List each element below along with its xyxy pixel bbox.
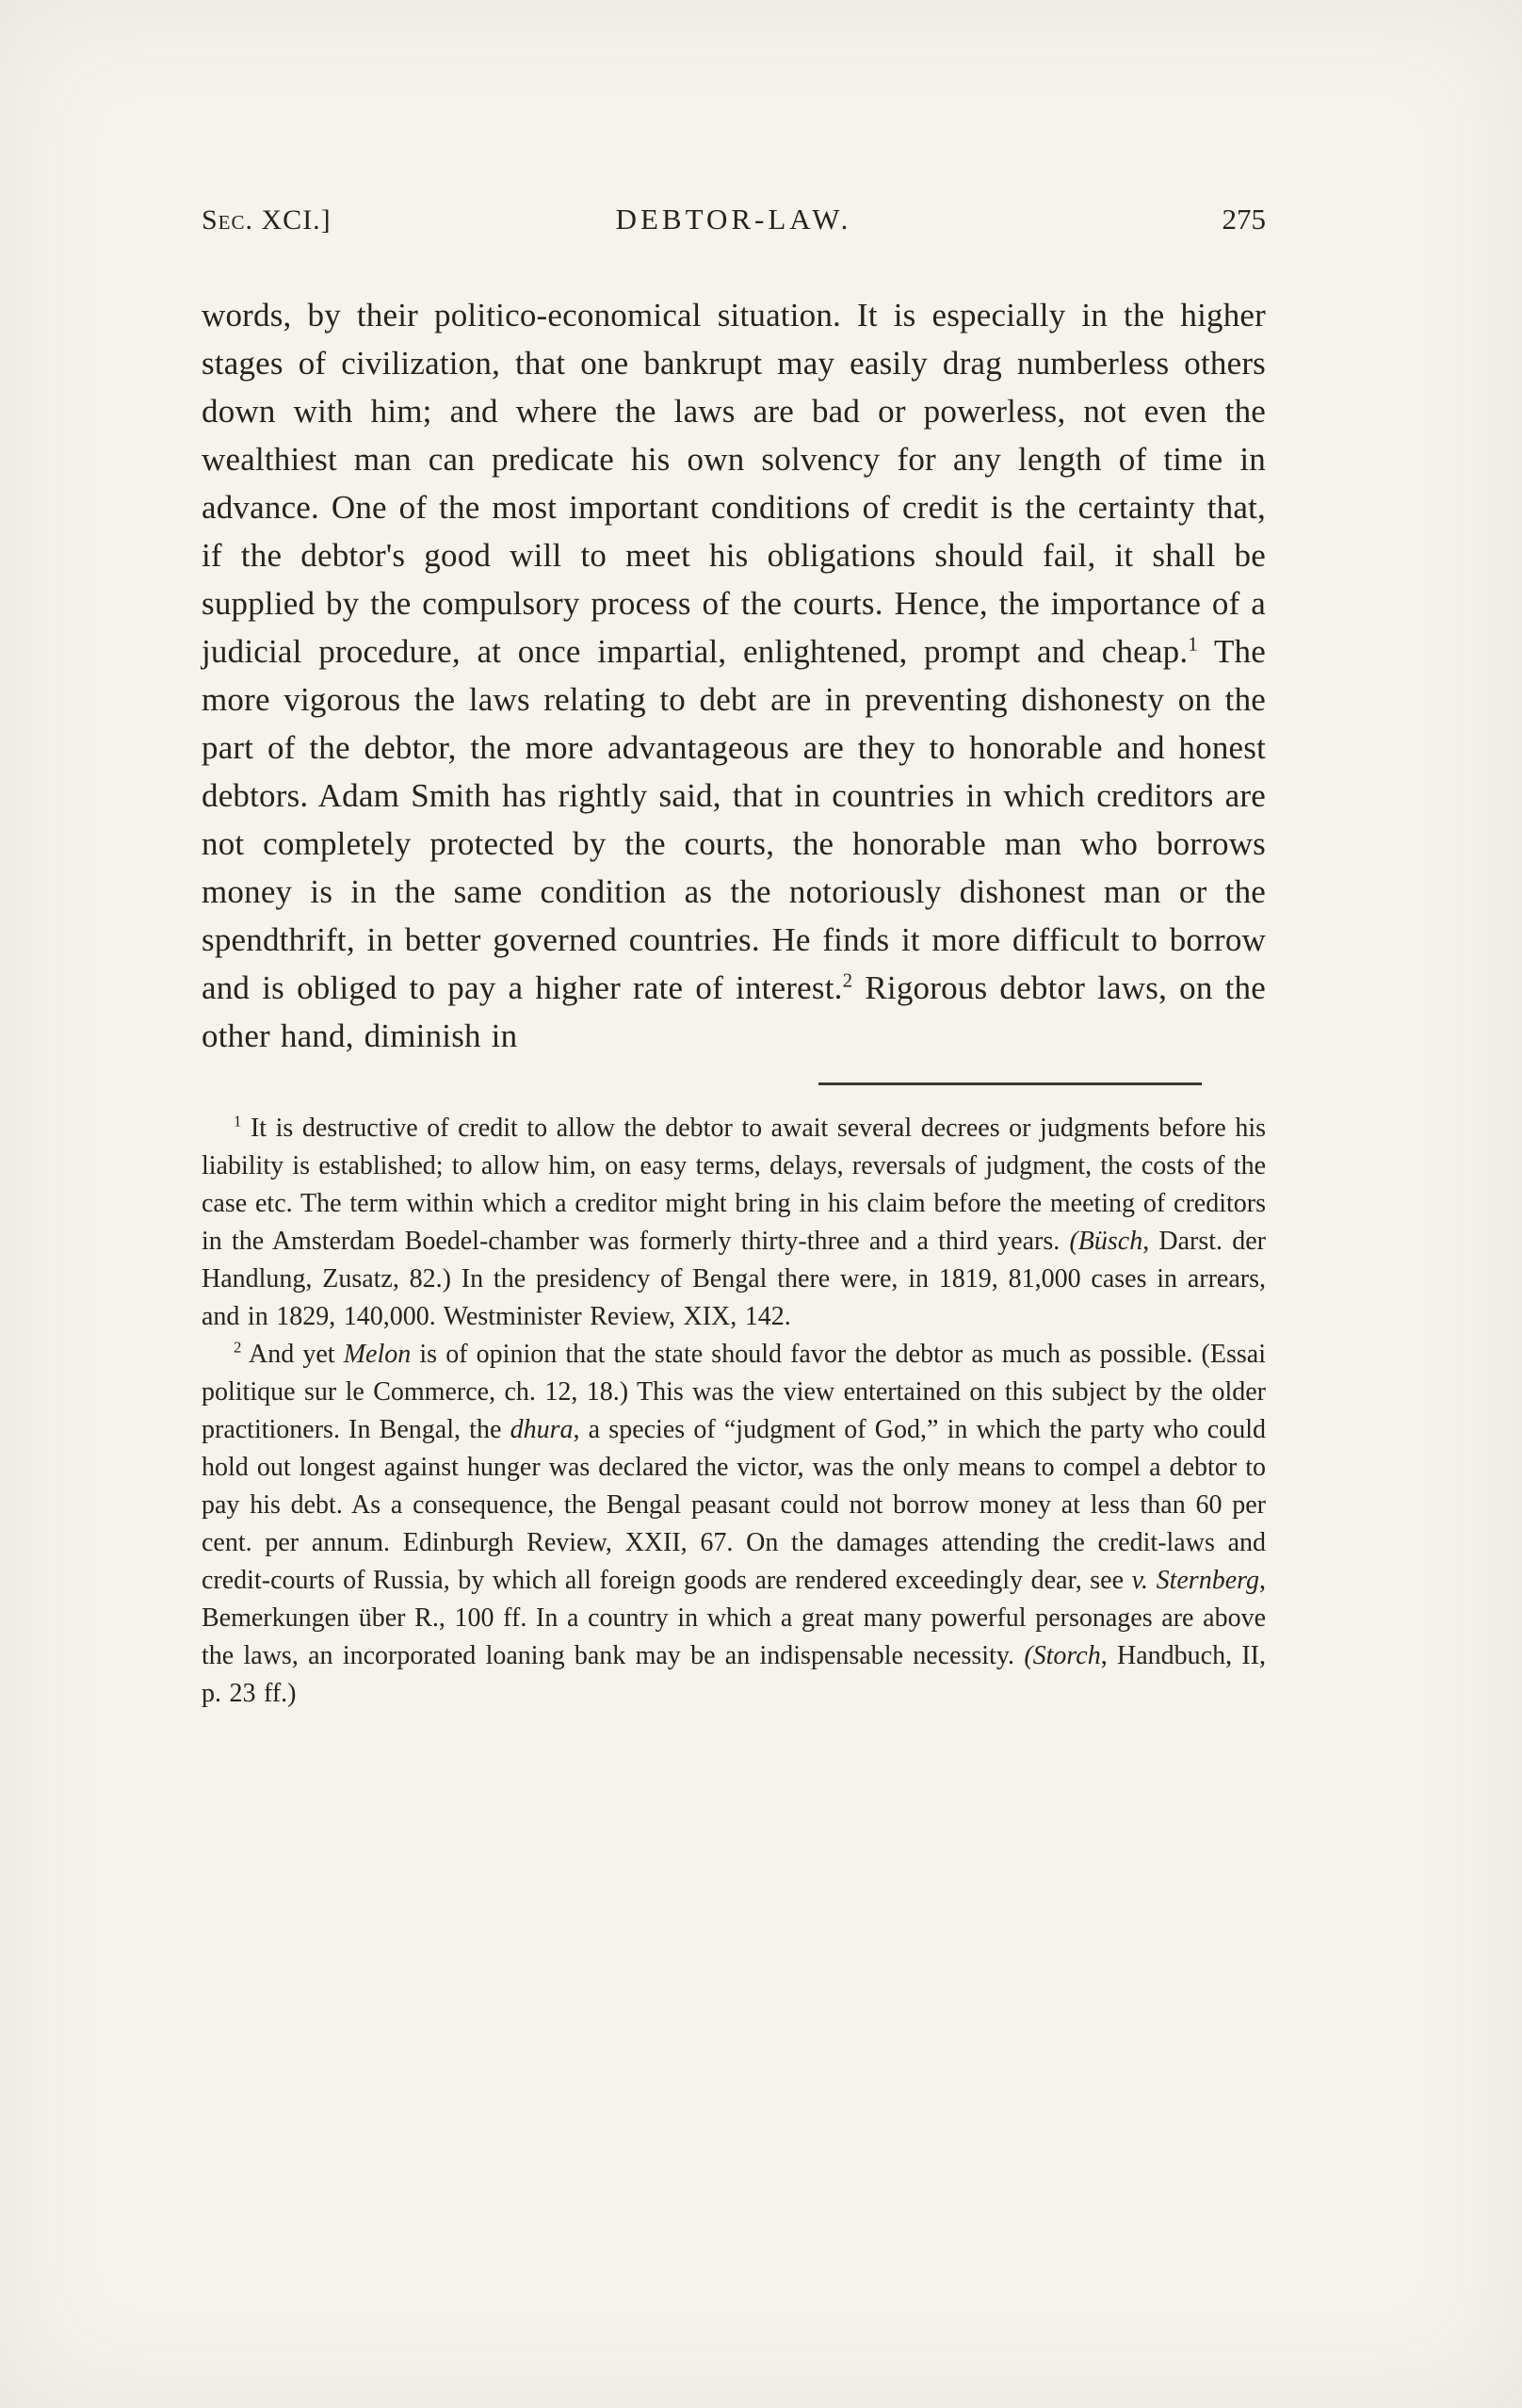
footnotes-section — [202, 1110, 1266, 1713]
footnote-1: $^1$ It is destructive of credit to allow the debtor to await several decrees or judgments before his liability is established; to allow him, on easy terms, delays, reversals of judgment, the costs of the case etc. The term within which a creditor might bring in his claim before the meeting of creditors in the Amsterdam Boedel-chamber was formerly thirty-three and a third years. (Büsch, Darst. der Handlung, Zusatz, 82.) In the presidency of Bengal there were, in 1819, 81,000 cases in arrears, and in 1829, 140,000. Westminister Review, XIX, 142. — [202, 1112, 1266, 1331]
page-header — [202, 203, 1266, 236]
page-number: 275 — [1222, 203, 1266, 236]
footnote-separator — [818, 1082, 1202, 1085]
running-title: DEBTOR-LAW. — [615, 203, 852, 236]
body-paragraph: words, by their politico-economical situation. It is especially in the higher stages of civilization, that one bankrupt may easily drag numberless others down with him; and where the laws are bad or powerless, not even the wealthiest man can predicate his own solvency for any length of time in advance. One of the most important conditions of credit is the certainty that, if the debtor's good will to meet his obligations should fail, it shall be supplied by the compulsory process of the courts. Hence, the importance of a judicial procedure, at once impartial, enlightened, prompt and cheap.$^1$ The more vigorous the laws relating to debt are in preventing dishonesty on the part of the debtor, the more advantageous are they to honorable and honest debtors. Adam Smith has rightly said, that in countries in which creditors are not completely protected by the courts, the honorable man who borrows money is in the same condition as the notoriously dishonest man or the spendthrift, in better governed countries. He finds it more difficult to borrow and is obliged to pay a higher rate of interest.$^2$ Rigorous debtor laws, on the other hand, diminish in — [202, 297, 1266, 1054]
footnote-2: $^2$ And yet Melon is of opinion that the state should favor the debtor as much as possible. (Essai politique sur le Commerce, ch. 12, 18.) This was the view entertained on this subject by the older practitioners. In Bengal, the dhura, a species of “judgment of God,” in which the party who could hold out longest against hunger was declared the victor, was the only means to compel a debtor to pay his debt. As a consequence, the Bengal peasant could not borrow money at less than 60 per cent. per annum. Edinburgh Review, XXII, 67. On the damages attending the credit-laws and credit-courts of Russia, by which all foreign goods are rendered exceedingly dear, see v. Sternberg, Bemerkungen über R., 100 ff. In a country in which a great many powerful personages are above the laws, an incorporated loaning bank may be an indispensable necessity. (Storch, Handbuch, II, p. 23 ff.) — [202, 1338, 1266, 1708]
section-label: Sec. XCI.] — [202, 204, 332, 236]
